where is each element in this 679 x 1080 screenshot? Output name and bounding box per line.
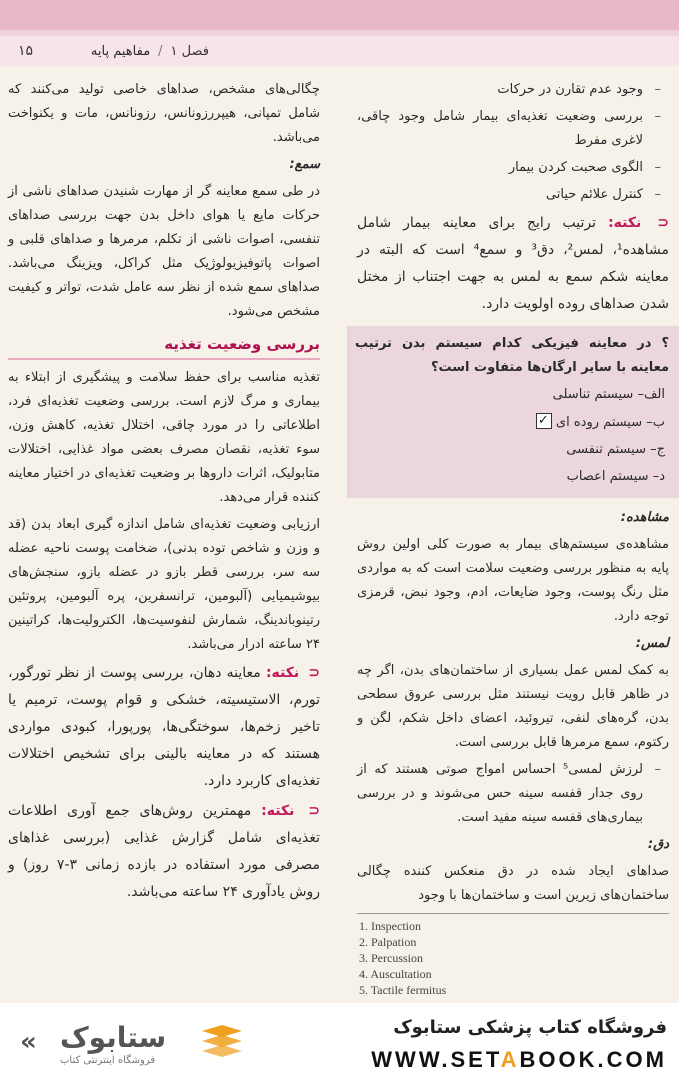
footnote: 4. Auscultation xyxy=(359,967,432,981)
chapter-label: فصل ۱ xyxy=(170,43,209,59)
paragraph: مشاهده‌ی سیستم‌های بیمار به صورت کلی اولین روش پایه به منظور بررسی وضعیت سلامت است که به مواردی مثل رنگ پوست، وجود ضایعات، ادم، وجود نبض، قرمزی توجه دارد. xyxy=(357,537,669,624)
section-subtitle: لمس: xyxy=(635,636,669,651)
note-text: ترتیب رایج برای معاینه بیمار شامل مشاهده¹، لمس²، دق³ و سمع⁴ است که البته در معاینه شکم سمع به لمس به جهت اجتناب از مختل شدن صداهای روده اولویت دارد. xyxy=(357,215,669,312)
list-item: – کنترل علائم حیاتی xyxy=(357,183,669,207)
note-text: مهمترین روش‌های جمع آوری اطلاعات تغذیه‌ای شامل گزارش غذایی (بررسی غذاهای مصرفی مورد استفاده در بازده زمانی ۳-۷ روز) و روش یادآوری ۲۴ ساعته می‌باشد. xyxy=(8,803,321,900)
decorative-top-band xyxy=(0,0,679,30)
header-separator: / xyxy=(158,43,163,59)
footnotes xyxy=(357,913,669,998)
section-subtitle: سمع: xyxy=(289,157,320,172)
list-item: – الگوی صحبت کردن بیمار xyxy=(357,156,669,180)
left-column xyxy=(8,78,320,909)
url-prefix: WWW.SET xyxy=(371,1047,501,1072)
double-chevron-icon: « xyxy=(20,1027,37,1057)
note-icon: ⊂ xyxy=(308,665,321,681)
answer-option-label: ب– سیستم روده ای xyxy=(555,415,665,430)
note-label: نکته: xyxy=(261,803,295,819)
section-subtitle: دق: xyxy=(647,837,669,852)
list-item: – لرزش لمسی⁵ احساس امواج صوتی هستند که از روی جدار قفسه سینه حس می‌شوند و در بررسی بیماری‌های قفسه سینه مفید است. xyxy=(357,758,669,830)
checkmark-icon xyxy=(536,413,552,429)
note-block xyxy=(8,798,320,906)
store-name: فروشگاه کتاب پزشکی ستابوک xyxy=(393,1017,667,1038)
paragraph: چگالی‌های مشخص، صداهای خاصی تولید می‌کنند که شامل تمپانی، هیپررزونانس، رزونانس، مات و یکنواخت می‌باشد. xyxy=(8,82,320,145)
note-icon: ⊂ xyxy=(657,215,670,231)
book-stack-icon xyxy=(198,1023,246,1063)
footnote: 1. Inspection xyxy=(359,919,421,933)
answer-option: الف– سیستم تناسلی xyxy=(552,387,665,402)
paragraph: در طی سمع معاینه گر از مهارت شنیدن صداهای ناشی از حرکات مایع یا هوای داخل بدن جهت بررسی صداهای تنفسی، اصوات ناشی از تکلم، مرمرها و صداهای قلبی و اصوات پاتوفیزیولوژیک مثل کراکل، ویزینگ می‌باشد. صداهای سمع شده از نظر سه عامل شدت، تواتر و کیفیت مشخص می‌شود. xyxy=(8,184,320,319)
footnote: 2. Palpation xyxy=(359,935,417,949)
store-url[interactable] xyxy=(371,1047,667,1073)
answer-option: د– سیستم اعصاب xyxy=(566,469,665,484)
note-icon: ⊂ xyxy=(308,803,320,819)
note-text: معاینه دهان، بررسی پوست از نظر تورگور، تورم، الاستیسیته، خشکی و قوام پوست، ترمیم یا تاخیر زخم‌ها، سوختگی‌ها، پورپورا، کبودی مواردی هستند که در معاینه بالینی برای تشخیص اختلالات تغذیه‌ای کاربرد دارد. xyxy=(8,665,320,789)
question-text: ؟ در معاینه فیزیکی کدام سیستم بدن ترتیب معاینه با سایر ارگان‌ها متفاوت است؟ xyxy=(355,336,669,375)
paragraph: صداهای ایجاد شده در دق منعکس کننده چگالی ساختمان‌های زیرین است و ساختمان‌ها با وجود xyxy=(357,864,669,903)
section-subtitle: مشاهده: xyxy=(620,510,669,525)
answer-option: ج– سیستم تنفسی xyxy=(566,442,665,457)
paragraph: ارزیابی وضعیت تغذیه‌ای شامل اندازه گیری ابعاد بدن (قد و وزن و شاخص توده بدنی)، ضخامت پوست ناحیه عضله سه سر، بررسی قطر بازو در عضله بازو، سنجش‌های بیوشیمیایی (آلبومین، ترانسفرین، پره آلبومین، پروتئین رتینوباندینگ، شمارش لنفوسیت‌ها، الکترولیت‌ها، کراتینین ۲۴ ساعته ادرار می‌باشد. xyxy=(8,517,320,652)
list-item: – بررسی وضعیت تغذیه‌ای بیمار شامل وجود چاقی، لاغری مفرط xyxy=(357,105,669,153)
url-highlight: A xyxy=(500,1047,520,1072)
footnote: 5. Tactile fermitus xyxy=(359,983,447,997)
question-box xyxy=(347,326,679,498)
paragraph: به کمک لمس عمل بسیاری از ساختمان‌های بدن، اگر چه در ظاهر قابل رویت نیستند مثل بررسی عروق سطحی بدن، گره‌های لنفی، تیروئید، اعضای داخل شکم، لگن و رکتوم، سمع مرمرها قابل بررسی است. xyxy=(357,663,669,750)
right-column xyxy=(357,78,669,911)
page-number: ۱۵ xyxy=(18,43,34,59)
url-suffix: BOOK.COM xyxy=(519,1047,667,1072)
note-label: نکته: xyxy=(608,215,642,231)
section-heading: بررسی وضعیت تغذیه xyxy=(8,332,320,360)
list-item: – وجود عدم تقارن در حرکات xyxy=(357,78,669,102)
store-banner xyxy=(0,1003,679,1080)
logo-tagline: فروشگاه اینترنتی کتاب xyxy=(60,1055,156,1066)
note-block xyxy=(8,660,320,795)
footnote: 3. Percussion xyxy=(359,951,423,965)
answer-option-correct xyxy=(355,410,669,435)
running-header xyxy=(0,36,679,66)
note-block xyxy=(357,210,669,318)
logo-brand: ستابوک xyxy=(60,1021,167,1054)
chapter-title: مفاهیم پایه xyxy=(90,43,151,59)
paragraph: تغذیه مناسب برای حفظ سلامت و پیشگیری از ابتلاء به بیماری و مرگ لازم است. بررسی وضعیت تغذیه‌ای فرد، اطلاعاتی را در مورد چاقی، اختلال تغذیه، کاهش وزن، سوء تغذیه، نقصان مصرف بعضی مواد غذایی، اختلالات متابولیک، اثرات داروها بر وضعیت تغذیه‌ای در اختیار معاینه کننده قرار می‌دهد. xyxy=(8,370,320,505)
note-label: نکته: xyxy=(265,665,300,681)
store-logo[interactable] xyxy=(20,1021,260,1071)
